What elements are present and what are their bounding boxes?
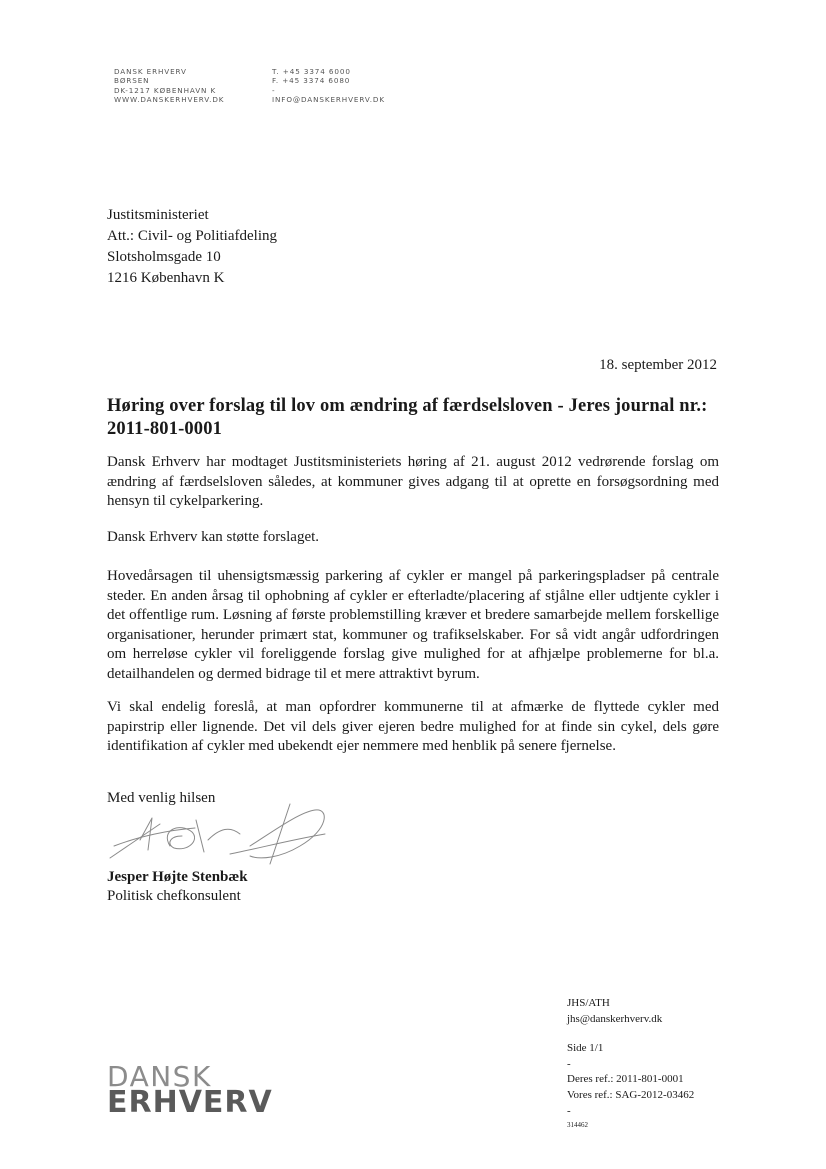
ref-dash: - — [567, 1057, 571, 1070]
recipient-line: Att.: Civil- og Politiafdeling — [107, 228, 277, 244]
letterhead-phone: T. +45 3374 6000 — [272, 67, 351, 76]
signer-name: Jesper Højte Stenbæk — [107, 869, 248, 885]
letterhead-contact — [272, 67, 385, 104]
dansk-erhverv-logo — [107, 1060, 273, 1120]
letterhead-website: WWW.DANSKERHVERV.DK — [114, 94, 225, 104]
handwritten-signature — [100, 800, 340, 870]
letterhead-address — [114, 67, 224, 104]
letter-subject: Høring over forslag til lov om ændring af færdselsloven - Jeres journal nr.: 2011-801-0001 — [107, 396, 708, 439]
letterhead-postal: DK-1217 KØBENHAVN K — [114, 85, 217, 95]
body-paragraph: Hovedårsagen til uhensigtsmæssig parkering af cykler er mangel på parkeringspladser på centrale steder. En anden årsag til ophobning af cykler er efterladte/placering af stjålne eller udtjente cykler i det offentlige rum. Løsning af første problemstilling kræver et bredere samarbejde mellem forskellige organisationer, herunder primært stat, kommuner og trafikselskaber. For så vidt angår udfordringen om herreløse cykler vil foreliggende forslag give mulighed for at afhjælpe problemerne for bl.a. detailhandelen og dermed bidrage til et mere attraktivt byrum. — [107, 568, 719, 682]
letterhead-company: DANSK ERHVERV — [114, 67, 187, 76]
ref-dash: - — [567, 1104, 571, 1117]
ref-deres: Deres ref.: 2011-801-0001 — [567, 1073, 684, 1086]
recipient-line: Justitsministeriet — [107, 207, 209, 223]
body-paragraph: Vi skal endelig foreslå, at man opfordrer kommunerne til at afmærke de flyttede cykler med papirstrip eller lignende. Det vil dels giver ejeren bedre mulighed for at finde sin cykel, dels gøre identifikation af cykler med ubekendt ejer nemmere med henblik på senere fjernelse. — [107, 699, 719, 754]
reference-block — [567, 996, 694, 1131]
logo-line-erhverv: ERHVERV — [107, 1085, 273, 1120]
letterhead-email: INFO@DANSKERHVERV.DK — [272, 94, 385, 104]
ref-vores: Vores ref.: SAG-2012-03462 — [567, 1088, 695, 1101]
closing-greeting: Med venlig hilsen — [107, 790, 216, 806]
letterhead-dash: - — [272, 85, 276, 95]
letter-date: 18. september 2012 — [599, 357, 717, 373]
body-paragraph: Dansk Erhverv kan støtte forslaget. — [107, 529, 320, 545]
recipient-address — [107, 205, 277, 289]
logo-line-dansk: DANSK — [107, 1060, 212, 1093]
signer-title: Politisk chefkonsulent — [107, 888, 241, 904]
letterhead-building: BØRSEN — [114, 76, 150, 86]
ref-initials: JHS/ATH — [567, 997, 610, 1009]
letterhead-fax: F. +45 3374 6080 — [272, 76, 351, 86]
ref-email: jhs@danskerhverv.dk — [567, 1012, 663, 1025]
recipient-line: 1216 København K — [107, 270, 225, 286]
recipient-line: Slotsholmsgade 10 — [107, 249, 221, 265]
ref-page: Side 1/1 — [567, 1042, 604, 1055]
body-paragraph: Dansk Erhverv har modtaget Justitsministeriets høring af 21. august 2012 vedrørende forslag om ændring af færdselsloven således, at kommuner gives adgang til at oprette en forsøgsordning med hensyn til cykelparkering. — [107, 454, 719, 509]
ref-doc-number: 314462 — [567, 1121, 588, 1130]
